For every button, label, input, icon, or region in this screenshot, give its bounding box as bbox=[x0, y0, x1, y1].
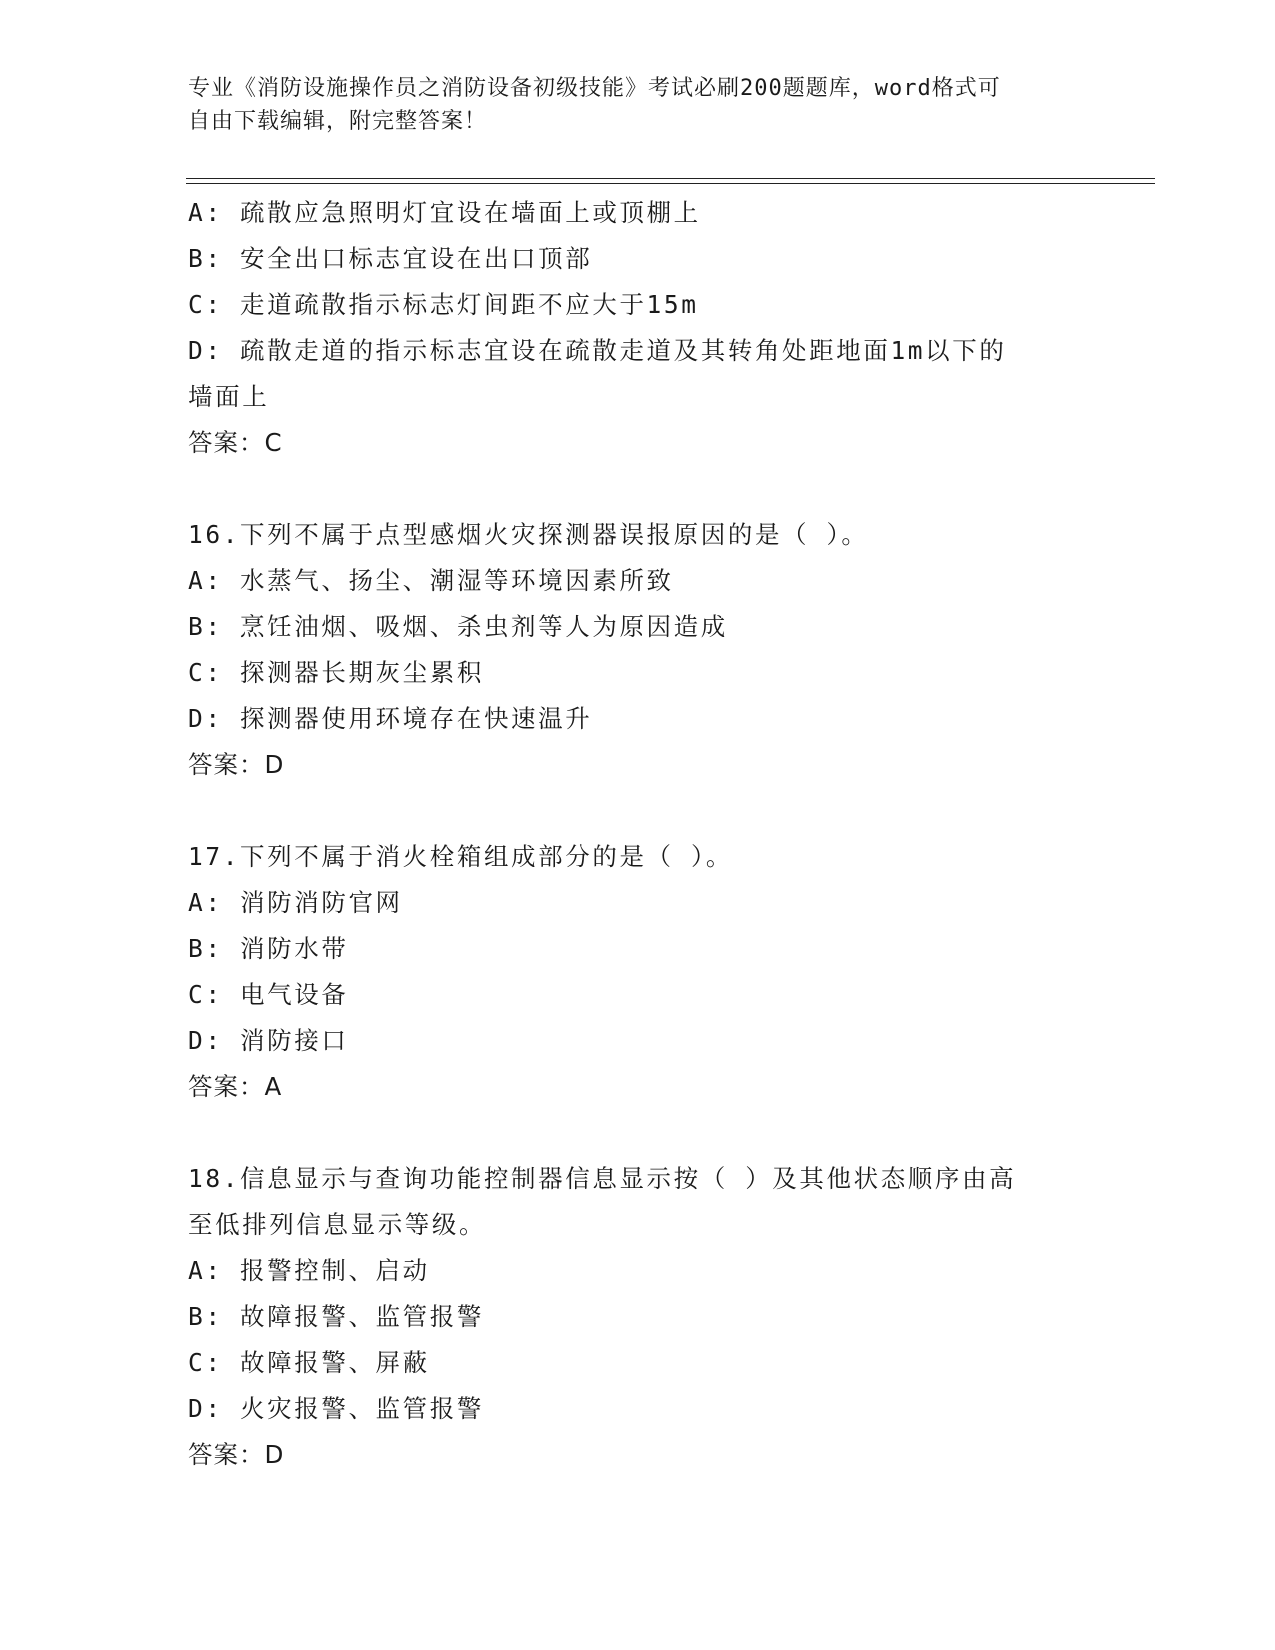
q18-stem: 18.信息显示与查询功能控制器信息显示按（ ）及其他状态顺序由高 bbox=[188, 1164, 1017, 1193]
q16-option-c: C: 探测器长期灰尘累积 bbox=[188, 658, 484, 687]
q15-option-d-continued: 墙面上 bbox=[188, 382, 270, 411]
spacer bbox=[188, 1110, 1088, 1156]
q15-option-a: A: 疏散应急照明灯宜设在墙面上或顶棚上 bbox=[188, 198, 701, 227]
q17-option-c: C: 电气设备 bbox=[188, 980, 349, 1009]
q17-option-d: D: 消防接口 bbox=[188, 1026, 349, 1055]
header-divider-bottom bbox=[186, 183, 1155, 184]
q18-option-b: B: 故障报警、监管报警 bbox=[188, 1302, 484, 1331]
spacer bbox=[188, 788, 1088, 834]
document-header bbox=[188, 72, 1088, 138]
q17-answer: 答案：A bbox=[188, 1072, 283, 1101]
q18-stem-continued: 至低排列信息显示等级。 bbox=[188, 1210, 487, 1239]
q18-answer: 答案：D bbox=[188, 1440, 285, 1469]
header-line-2: 自由下载编辑，附完整答案！ bbox=[188, 109, 488, 134]
header-divider-top bbox=[186, 178, 1155, 179]
q15-option-d: D: 疏散走道的指示标志宜设在疏散走道及其转角处距地面1m以下的 bbox=[188, 336, 1007, 365]
q18-option-c: C: 故障报警、屏蔽 bbox=[188, 1348, 430, 1377]
q17-option-b: B: 消防水带 bbox=[188, 934, 349, 963]
q16-stem: 16.下列不属于点型感烟火灾探测器误报原因的是（ ）。 bbox=[188, 520, 869, 549]
q16-option-b: B: 烹饪油烟、吸烟、杀虫剂等人为原因造成 bbox=[188, 612, 728, 641]
spacer bbox=[188, 466, 1088, 512]
q15-option-b: B: 安全出口标志宜设在出口顶部 bbox=[188, 244, 593, 273]
q18-option-d: D: 火灾报警、监管报警 bbox=[188, 1394, 484, 1423]
q15-option-c: C: 走道疏散指示标志灯间距不应大于15m bbox=[188, 290, 699, 319]
question-15-block bbox=[188, 190, 1088, 466]
question-17-block bbox=[188, 834, 1088, 1110]
q17-stem: 17.下列不属于消火栓箱组成部分的是（ ）。 bbox=[188, 842, 733, 871]
q15-answer: 答案：C bbox=[188, 428, 283, 457]
question-content bbox=[188, 190, 1088, 1478]
q17-option-a: A: 消防消防官网 bbox=[188, 888, 403, 917]
question-18-block bbox=[188, 1156, 1088, 1478]
q16-option-a: A: 水蒸气、扬尘、潮湿等环境因素所致 bbox=[188, 566, 674, 595]
q18-option-a: A: 报警控制、启动 bbox=[188, 1256, 430, 1285]
q16-answer: 答案：D bbox=[188, 750, 285, 779]
header-line-1: 专业《消防设施操作员之消防设备初级技能》考试必刷200题题库，word格式可 bbox=[188, 76, 1001, 101]
q16-option-d: D: 探测器使用环境存在快速温升 bbox=[188, 704, 593, 733]
question-16-block bbox=[188, 512, 1088, 788]
